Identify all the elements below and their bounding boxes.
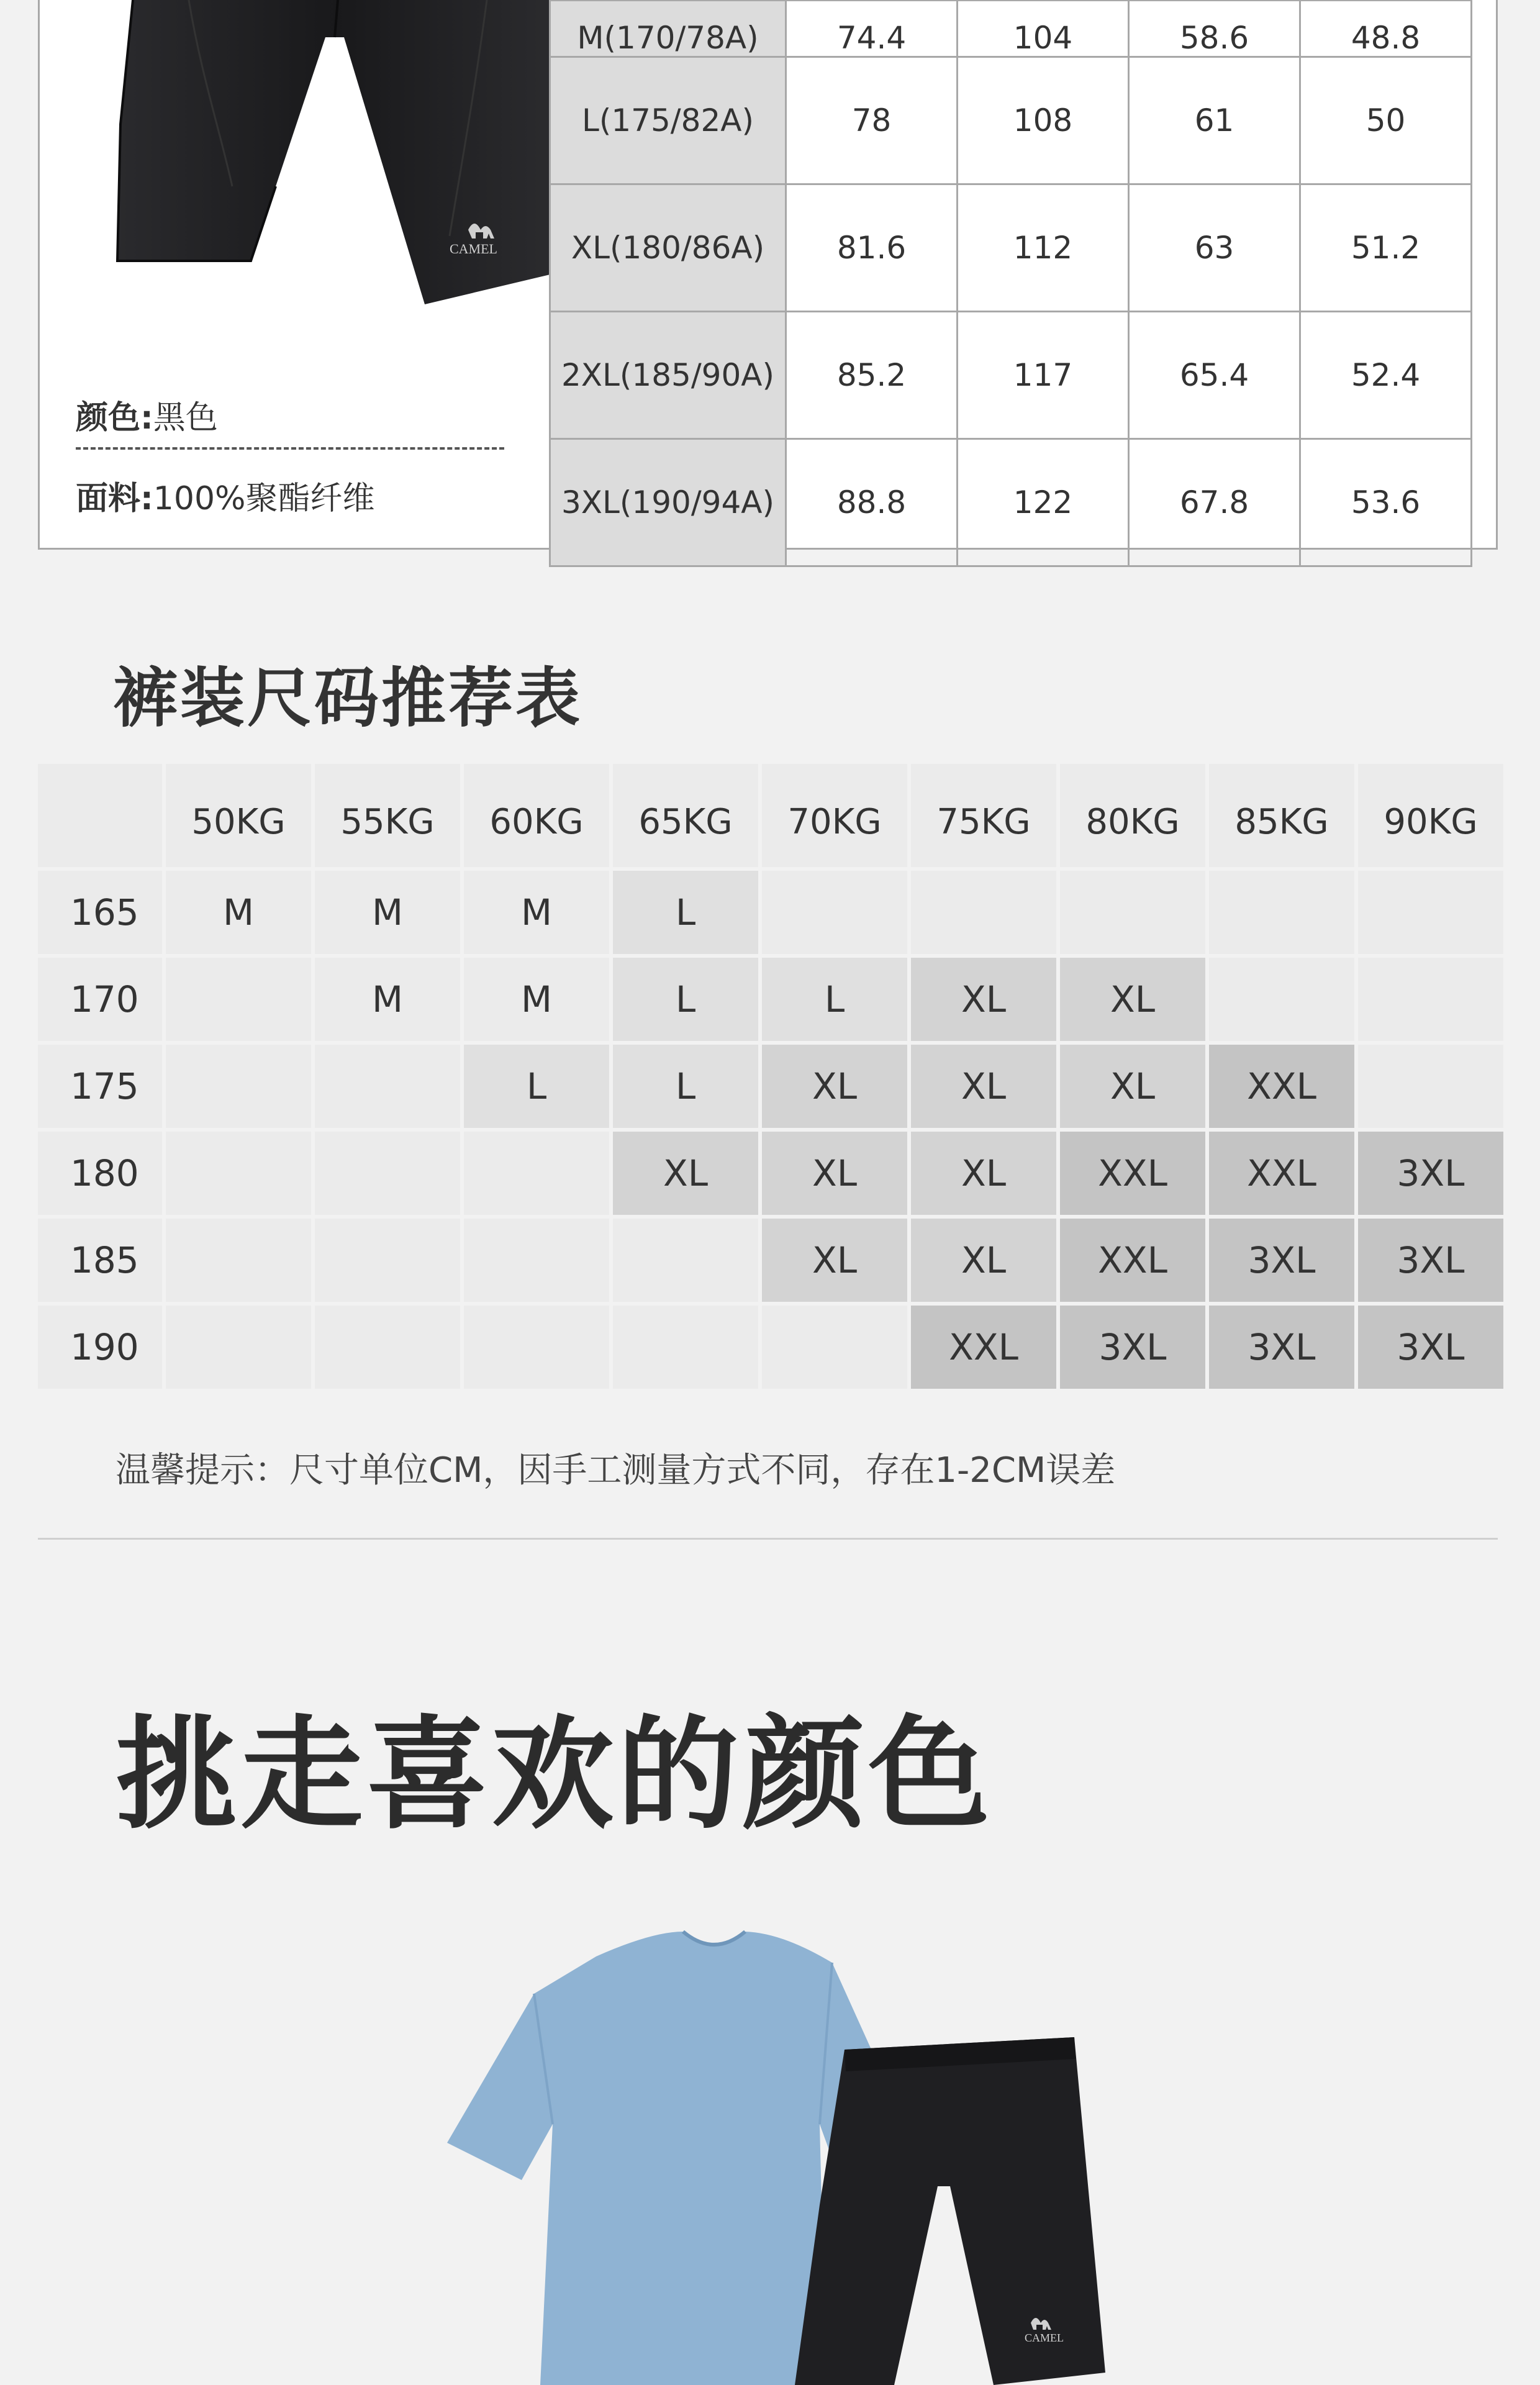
size-cell	[166, 1306, 311, 1389]
logo-text: CAMEL	[450, 241, 497, 257]
size-cell	[315, 1219, 460, 1302]
size-cell	[166, 1045, 311, 1128]
shorts-shape	[795, 2037, 1105, 2385]
size-cell	[762, 871, 907, 954]
size-cell: XXL	[1209, 1132, 1354, 1215]
size-chart-block	[38, 0, 1498, 550]
size-cell: 3XL(190/94A)	[550, 439, 786, 566]
height-row	[38, 958, 1503, 1041]
size-cell	[464, 1132, 609, 1215]
color-section-title: 挑走喜欢的颜色	[116, 1704, 994, 1846]
table-row	[550, 184, 1472, 312]
size-cell	[613, 1306, 758, 1389]
size-cell: M	[464, 958, 609, 1041]
size-cell: XL	[762, 1132, 907, 1215]
weight-header: 75KG	[911, 764, 1056, 867]
size-cell: M	[315, 958, 460, 1041]
black-shorts-image	[77, 0, 561, 304]
value-cell: 117	[958, 312, 1129, 439]
size-cell: XL	[1060, 1045, 1205, 1128]
value-cell: 108	[958, 57, 1129, 184]
size-cell	[166, 958, 311, 1041]
height-cell: 175	[38, 1045, 162, 1128]
size-cell	[1209, 871, 1354, 954]
corner-cell	[38, 764, 162, 867]
size-cell: XL(180/86A)	[550, 184, 786, 312]
size-cell: L	[762, 958, 907, 1041]
size-cell: L	[613, 1045, 758, 1128]
size-cell	[613, 1219, 758, 1302]
size-cell: M	[166, 871, 311, 954]
outfit-logo-text: CAMEL	[1025, 2332, 1064, 2344]
size-cell: XL	[911, 958, 1056, 1041]
size-cell: 3XL	[1209, 1306, 1354, 1389]
weight-header: 50KG	[166, 764, 311, 867]
size-cell	[1060, 871, 1205, 954]
size-cell: XL	[911, 1045, 1056, 1128]
section-divider	[38, 1538, 1498, 1540]
height-row	[38, 1306, 1503, 1389]
value-cell: 122	[958, 439, 1129, 566]
weight-header: 70KG	[762, 764, 907, 867]
weight-header: 60KG	[464, 764, 609, 867]
value-cell: 51.2	[1300, 184, 1472, 312]
size-cell: L	[464, 1045, 609, 1128]
size-cell: XL	[911, 1219, 1056, 1302]
size-cell: 3XL	[1060, 1306, 1205, 1389]
weight-header: 80KG	[1060, 764, 1205, 867]
size-cell	[464, 1306, 609, 1389]
table-row	[550, 1, 1472, 57]
value-cell: 85.2	[786, 312, 958, 439]
size-cell: 3XL	[1358, 1132, 1503, 1215]
size-cell: XL	[762, 1045, 907, 1128]
size-cell: L(175/82A)	[550, 57, 786, 184]
measurement-tip: 温馨提示：尺寸单位CM，因手工测量方式不同，存在1-2CM误差	[116, 1450, 1116, 1491]
weight-header: 65KG	[613, 764, 758, 867]
height-cell: 165	[38, 871, 162, 954]
size-cell: M(170/78A)	[550, 1, 786, 57]
size-cell	[315, 1132, 460, 1215]
size-cell: XL	[613, 1132, 758, 1215]
size-cell	[464, 1219, 609, 1302]
color-label: 颜色:	[76, 399, 153, 437]
value-cell: 112	[958, 184, 1129, 312]
size-cell: 3XL	[1358, 1306, 1503, 1389]
value-cell: 88.8	[786, 439, 958, 566]
material-label: 面料:	[76, 480, 153, 517]
value-cell: 67.8	[1129, 439, 1300, 566]
size-cell: XXL	[1060, 1219, 1205, 1302]
spec-divider	[76, 447, 504, 450]
size-cell	[315, 1045, 460, 1128]
size-cell	[762, 1306, 907, 1389]
size-cell: 3XL	[1209, 1219, 1354, 1302]
product-panel	[40, 0, 549, 548]
size-cell	[1358, 958, 1503, 1041]
size-cell: XXL	[1060, 1132, 1205, 1215]
weight-header-row	[38, 764, 1503, 867]
size-cell: XL	[911, 1132, 1056, 1215]
value-cell: 63	[1129, 184, 1300, 312]
size-cell: L	[613, 958, 758, 1041]
size-cell	[1358, 871, 1503, 954]
height-row	[38, 871, 1503, 954]
table-row	[550, 312, 1472, 439]
value-cell: 74.4	[786, 1, 958, 57]
weight-header: 90KG	[1358, 764, 1503, 867]
size-cell: M	[315, 871, 460, 954]
value-cell: 58.6	[1129, 1, 1300, 57]
table-row	[550, 57, 1472, 184]
size-cell: XXL	[1209, 1045, 1354, 1128]
weight-header: 85KG	[1209, 764, 1354, 867]
size-cell: 2XL(185/90A)	[550, 312, 786, 439]
size-cell	[166, 1132, 311, 1215]
material-value: 100%聚酯纤维	[153, 480, 375, 517]
color-spec	[76, 391, 218, 438]
value-cell: 50	[1300, 57, 1472, 184]
value-cell: 81.6	[786, 184, 958, 312]
height-row	[38, 1219, 1503, 1302]
size-cell: L	[613, 871, 758, 954]
height-cell: 180	[38, 1132, 162, 1215]
value-cell: 48.8	[1300, 1, 1472, 57]
size-cell: M	[464, 871, 609, 954]
size-cell	[1358, 1045, 1503, 1128]
measurement-table	[549, 0, 1472, 567]
size-cell	[315, 1306, 460, 1389]
size-cell: XL	[1060, 958, 1205, 1041]
table-row	[550, 439, 1472, 566]
height-row	[38, 1045, 1503, 1128]
height-cell: 170	[38, 958, 162, 1041]
recommendation-title: 裤装尺码推荐表	[113, 660, 583, 736]
height-cell: 190	[38, 1306, 162, 1389]
value-cell: 52.4	[1300, 312, 1472, 439]
value-cell: 53.6	[1300, 439, 1472, 566]
size-cell	[166, 1219, 311, 1302]
value-cell: 61	[1129, 57, 1300, 184]
size-cell: XXL	[911, 1306, 1056, 1389]
color-value: 黑色	[153, 399, 218, 437]
outfit-image	[447, 1919, 1118, 2385]
value-cell: 104	[958, 1, 1129, 57]
size-cell: XL	[762, 1219, 907, 1302]
height-row	[38, 1132, 1503, 1215]
size-cell: 3XL	[1358, 1219, 1503, 1302]
height-cell: 185	[38, 1219, 162, 1302]
size-recommendation-grid	[34, 760, 1507, 1392]
size-cell	[1209, 958, 1354, 1041]
material-spec	[76, 472, 374, 519]
weight-header: 55KG	[315, 764, 460, 867]
size-cell	[911, 871, 1056, 954]
value-cell: 78	[786, 57, 958, 184]
value-cell: 65.4	[1129, 312, 1300, 439]
